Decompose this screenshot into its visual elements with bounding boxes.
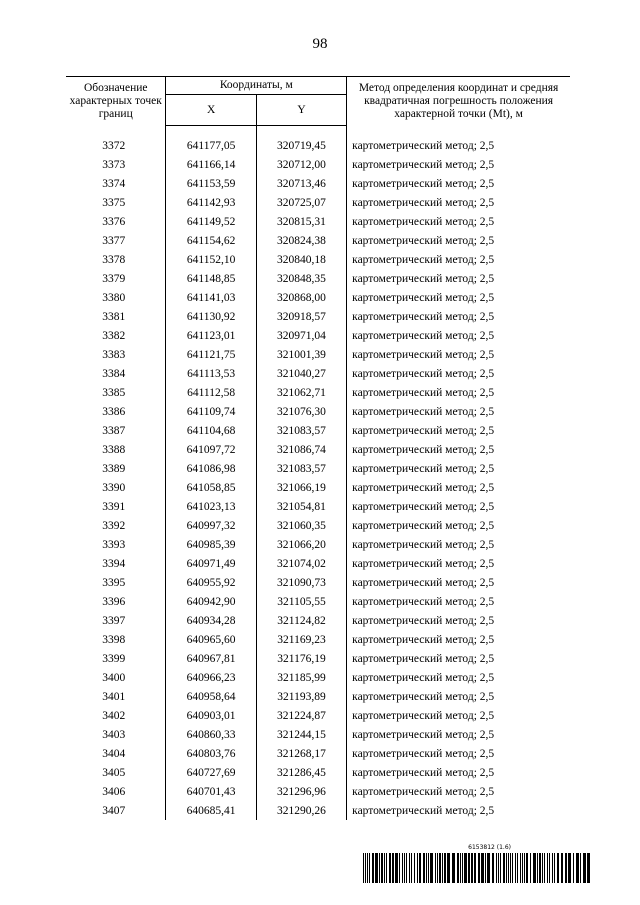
cell-y: 321074,02	[256, 554, 346, 573]
table-row	[66, 497, 570, 516]
table-row	[66, 193, 570, 212]
table-row	[66, 250, 570, 269]
cell-y: 321054,81	[256, 497, 346, 516]
cell-point: 3396	[66, 592, 166, 611]
cell-method: картометрический метод; 2,5	[352, 462, 495, 475]
cell-point: 3385	[66, 383, 166, 402]
table-row	[66, 136, 570, 155]
table-row	[66, 459, 570, 478]
table-header	[66, 77, 570, 126]
header-x: X	[166, 95, 256, 126]
cell-point: 3393	[66, 535, 166, 554]
cell-y: 321066,20	[256, 535, 346, 554]
cell-y: 321193,89	[256, 687, 346, 706]
cell-x: 640965,60	[166, 630, 256, 649]
table-row	[66, 668, 570, 687]
cell-y: 320719,45	[256, 136, 346, 155]
table-row	[66, 212, 570, 231]
cell-x: 641097,72	[166, 440, 256, 459]
barcode-code: 6153812 (1.6)	[468, 844, 511, 851]
table-row	[66, 687, 570, 706]
cell-point: 3380	[66, 288, 166, 307]
cell-method: картометрический метод; 2,5	[352, 158, 495, 171]
table-row	[66, 288, 570, 307]
cell-y: 321090,73	[256, 573, 346, 592]
cell-point: 3387	[66, 421, 166, 440]
cell-y: 321083,57	[256, 421, 346, 440]
cell-point: 3381	[66, 307, 166, 326]
cell-x: 641104,68	[166, 421, 256, 440]
cell-point: 3384	[66, 364, 166, 383]
cell-method: картометрический метод; 2,5	[352, 614, 495, 627]
cell-point: 3382	[66, 326, 166, 345]
cell-y: 321060,35	[256, 516, 346, 535]
cell-y: 321286,45	[256, 763, 346, 782]
cell-method: картометрический метод; 2,5	[352, 424, 495, 437]
cell-method: картометрический метод; 2,5	[352, 652, 495, 665]
cell-point: 3403	[66, 725, 166, 744]
cell-y: 320868,00	[256, 288, 346, 307]
cell-x: 640985,39	[166, 535, 256, 554]
cell-x: 640955,92	[166, 573, 256, 592]
table-row	[66, 801, 570, 820]
table-row	[66, 307, 570, 326]
cell-point: 3376	[66, 212, 166, 231]
cell-y: 321176,19	[256, 649, 346, 668]
barcode-block	[363, 844, 591, 883]
cell-x: 640997,32	[166, 516, 256, 535]
cell-point: 3398	[66, 630, 166, 649]
cell-x: 640966,23	[166, 668, 256, 687]
cell-point: 3397	[66, 611, 166, 630]
cell-method: картометрический метод; 2,5	[352, 291, 495, 304]
cell-point: 3404	[66, 744, 166, 763]
cell-method: картометрический метод; 2,5	[352, 804, 495, 817]
cell-x: 641152,10	[166, 250, 256, 269]
cell-x: 641149,52	[166, 212, 256, 231]
cell-x: 640967,81	[166, 649, 256, 668]
header-method: Метод определения координат и средняя квадратичная погрешность положения характерной точки (Mt), м	[347, 77, 570, 126]
cell-method: картометрический метод; 2,5	[352, 196, 495, 209]
table-row	[66, 782, 570, 801]
cell-x: 640971,49	[166, 554, 256, 573]
cell-x: 640942,90	[166, 592, 256, 611]
cell-x: 641154,62	[166, 231, 256, 250]
coordinates-table	[66, 76, 570, 820]
cell-method: картометрический метод; 2,5	[352, 234, 495, 247]
cell-y: 320848,35	[256, 269, 346, 288]
cell-y: 321290,26	[256, 801, 346, 820]
cell-x: 641166,14	[166, 155, 256, 174]
cell-method: картометрический метод; 2,5	[352, 747, 495, 760]
cell-y: 321076,30	[256, 402, 346, 421]
cell-x: 641141,03	[166, 288, 256, 307]
cell-method: картометрический метод; 2,5	[352, 557, 495, 570]
cell-y: 320971,04	[256, 326, 346, 345]
cell-x: 641058,85	[166, 478, 256, 497]
cell-point: 3394	[66, 554, 166, 573]
table-row	[66, 326, 570, 345]
cell-method: картометрический метод; 2,5	[352, 766, 495, 779]
cell-method: картометрический метод; 2,5	[352, 519, 495, 532]
cell-x: 640803,76	[166, 744, 256, 763]
cell-method: картометрический метод; 2,5	[352, 348, 495, 361]
cell-y: 321244,15	[256, 725, 346, 744]
table-row	[66, 269, 570, 288]
cell-y: 321066,19	[256, 478, 346, 497]
table-row	[66, 649, 570, 668]
cell-x: 641153,59	[166, 174, 256, 193]
table-row	[66, 402, 570, 421]
cell-x: 641121,75	[166, 345, 256, 364]
cell-x: 640934,28	[166, 611, 256, 630]
cell-y: 321040,27	[256, 364, 346, 383]
cell-point: 3389	[66, 459, 166, 478]
cell-point: 3399	[66, 649, 166, 668]
cell-point: 3395	[66, 573, 166, 592]
cell-method: картометрический метод; 2,5	[352, 310, 495, 323]
table-row	[66, 592, 570, 611]
cell-method: картометрический метод; 2,5	[352, 595, 495, 608]
table-row	[66, 554, 570, 573]
cell-method: картометрический метод; 2,5	[352, 785, 495, 798]
table-row	[66, 478, 570, 497]
cell-y: 321086,74	[256, 440, 346, 459]
cell-point: 3390	[66, 478, 166, 497]
cell-x: 641112,58	[166, 383, 256, 402]
cell-y: 321062,71	[256, 383, 346, 402]
cell-y: 321224,87	[256, 706, 346, 725]
table-row	[66, 744, 570, 763]
cell-x: 640685,41	[166, 801, 256, 820]
cell-y: 320918,57	[256, 307, 346, 326]
table-row	[66, 611, 570, 630]
cell-point: 3383	[66, 345, 166, 364]
cell-point: 3373	[66, 155, 166, 174]
cell-method: картометрический метод; 2,5	[352, 728, 495, 741]
cell-y: 320824,38	[256, 231, 346, 250]
table-row	[66, 440, 570, 459]
cell-y: 321124,82	[256, 611, 346, 630]
cell-method: картометрический метод; 2,5	[352, 576, 495, 589]
cell-method: картометрический метод; 2,5	[352, 500, 495, 513]
cell-y: 320815,31	[256, 212, 346, 231]
cell-point: 3378	[66, 250, 166, 269]
page-number: 98	[312, 36, 328, 52]
cell-method: картометрический метод; 2,5	[352, 272, 495, 285]
cell-method: картометрический метод; 2,5	[352, 633, 495, 646]
cell-method: картометрический метод; 2,5	[352, 253, 495, 266]
cell-point: 3374	[66, 174, 166, 193]
table-row	[66, 421, 570, 440]
cell-y: 320712,00	[256, 155, 346, 174]
cell-x: 641123,01	[166, 326, 256, 345]
table-row	[66, 345, 570, 364]
table-body	[66, 126, 570, 821]
cell-y: 321185,99	[256, 668, 346, 687]
cell-point: 3406	[66, 782, 166, 801]
cell-method: картометрический метод; 2,5	[352, 367, 495, 380]
table-row	[66, 535, 570, 554]
cell-x: 641023,13	[166, 497, 256, 516]
cell-y: 321169,23	[256, 630, 346, 649]
cell-x: 640727,69	[166, 763, 256, 782]
cell-point: 3377	[66, 231, 166, 250]
cell-point: 3405	[66, 763, 166, 782]
table-row	[66, 706, 570, 725]
cell-y: 320840,18	[256, 250, 346, 269]
cell-point: 3375	[66, 193, 166, 212]
cell-method: картометрический метод; 2,5	[352, 443, 495, 456]
cell-x: 641142,93	[166, 193, 256, 212]
cell-method: картометрический метод; 2,5	[352, 709, 495, 722]
cell-y: 321083,57	[256, 459, 346, 478]
cell-x: 641148,85	[166, 269, 256, 288]
cell-point: 3400	[66, 668, 166, 687]
table-row	[66, 231, 570, 250]
cell-y: 321105,55	[256, 592, 346, 611]
table-row	[66, 364, 570, 383]
cell-method: картометрический метод; 2,5	[352, 386, 495, 399]
cell-method: картометрический метод; 2,5	[352, 177, 495, 190]
cell-method: картометрический метод; 2,5	[352, 405, 495, 418]
cell-point: 3401	[66, 687, 166, 706]
cell-x: 640903,01	[166, 706, 256, 725]
cell-x: 640860,33	[166, 725, 256, 744]
table-row	[66, 630, 570, 649]
barcode-icon	[363, 853, 591, 883]
table-row	[66, 155, 570, 174]
cell-point: 3388	[66, 440, 166, 459]
cell-point: 3392	[66, 516, 166, 535]
cell-point: 3386	[66, 402, 166, 421]
cell-point: 3407	[66, 801, 166, 820]
cell-y: 321001,39	[256, 345, 346, 364]
cell-method: картометрический метод; 2,5	[352, 215, 495, 228]
cell-x: 641109,74	[166, 402, 256, 421]
cell-x: 641177,05	[166, 136, 256, 155]
cell-y: 321268,17	[256, 744, 346, 763]
cell-method: картометрический метод; 2,5	[352, 538, 495, 551]
table-row	[66, 383, 570, 402]
table-row	[66, 516, 570, 535]
cell-point: 3402	[66, 706, 166, 725]
cell-x: 641113,53	[166, 364, 256, 383]
header-y: Y	[256, 95, 346, 126]
cell-point: 3372	[66, 136, 166, 155]
cell-point: 3379	[66, 269, 166, 288]
cell-method: картометрический метод; 2,5	[352, 329, 495, 342]
table-row	[66, 763, 570, 782]
cell-point: 3391	[66, 497, 166, 516]
table-row	[66, 573, 570, 592]
cell-x: 641086,98	[166, 459, 256, 478]
cell-x: 641130,92	[166, 307, 256, 326]
cell-method: картометрический метод; 2,5	[352, 690, 495, 703]
cell-method: картометрический метод; 2,5	[352, 139, 495, 152]
cell-method: картометрический метод; 2,5	[352, 671, 495, 684]
header-point-designation: Обозначение характерных точек границ	[66, 77, 166, 126]
table-row	[66, 174, 570, 193]
cell-y: 320725,07	[256, 193, 346, 212]
header-coordinates: Координаты, м	[166, 77, 347, 95]
table-row	[66, 725, 570, 744]
cell-y: 321296,96	[256, 782, 346, 801]
cell-y: 320713,46	[256, 174, 346, 193]
cell-x: 640701,43	[166, 782, 256, 801]
cell-x: 640958,64	[166, 687, 256, 706]
cell-method: картометрический метод; 2,5	[352, 481, 495, 494]
